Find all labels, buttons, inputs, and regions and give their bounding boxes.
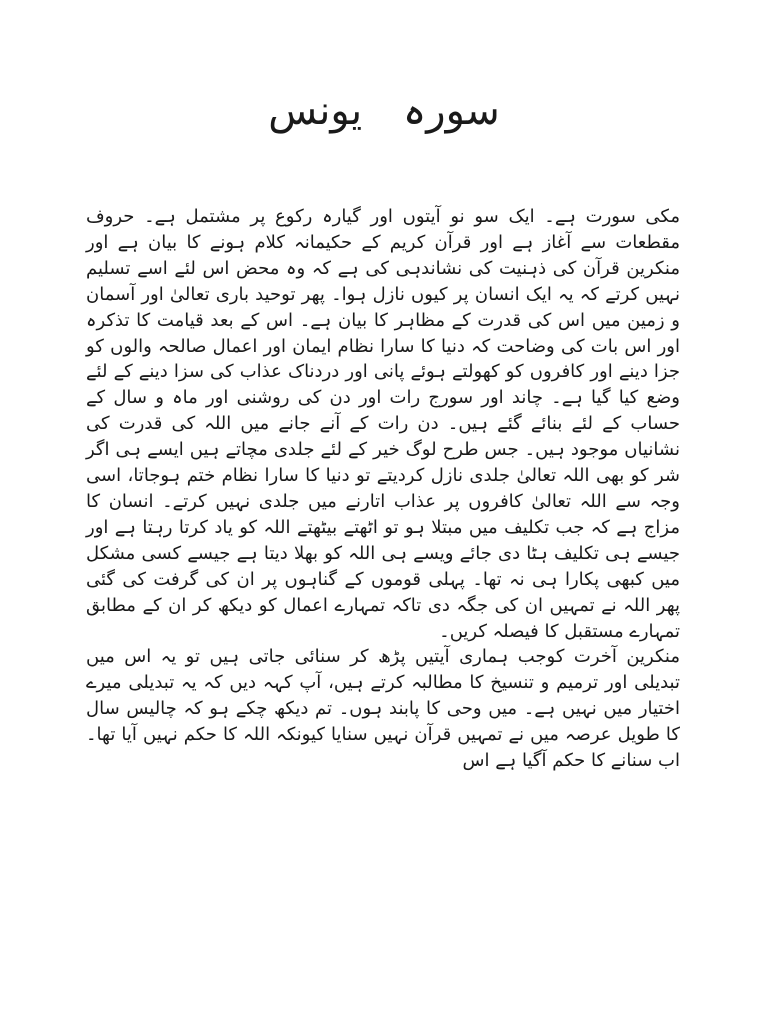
body-text: [86, 204, 680, 774]
paragraph-1: مکی سورت ہے۔ ایک سو نو آیتوں اور گیارہ رکوع پر مشتمل ہے۔ حروف مقطعات سے آغاز ہے اور قرآن کریم کے حکیمانہ کلام ہونے کا بیان ہے اور منکرین قرآن کی ذہنیت کی نشاندہی کی ہے کہ وہ محض اس لئے اسے تسلیم نہیں کرتے کہ یہ ایک انسان پر کیوں نازل ہوا۔ پھر توحید باری تعالیٰ اور آسمان و زمین میں اس کی قدرت کے مظاہر کا بیان ہے۔ اس کے بعد قیامت کا تذکرہ اور اس بات کی وضاحت کہ دنیا کا سارا نظام ایمان اور اعمال صالحہ والوں کو جزا دینے اور کافروں کو کھولتے ہوئے پانی اور دردناک عذاب کی سزا دینے کے لئے وضع کیا گیا ہے۔ چاند اور سورج رات اور دن کی روشنی اور ماہ و سال کے حساب کے لئے بنائے گئے ہیں۔ دن رات کے آنے جانے میں اللہ کی قدرت کی نشانیاں موجود ہیں۔ جس طرح لوگ خیر کے لئے جلدی مچاتے ہیں ایسے ہی اگر شر کو بھی اللہ تعالیٰ جلدی نازل کردیتے تو دنیا کا سارا نظام ختم ہوجاتا، اسی وجہ سے اللہ تعالیٰ کافروں پر عذاب اتارنے میں جلدی نہیں کرتے۔ انسان کا مزاج ہے کہ جب تکلیف میں مبتلا ہو تو اٹھتے بیٹھتے اللہ کو یاد کرتا رہتا ہے اور جیسے ہی تکلیف ہٹا دی جائے ویسے ہی اللہ کو بھلا دیتا ہے جیسے کسی مشکل میں کبھی پکارا ہی نہ تھا۔ پہلی قوموں کے گناہوں پر ان کی گرفت کی گئی پھر اللہ نے تمہیں ان کی جگہ دی تاکہ تمہارے اعمال کو دیکھ کر ان کے مطابق تمہارے مستقبل کا فیصلہ کریں۔: [86, 206, 680, 642]
page-title: سورہ یونس: [268, 88, 500, 134]
paragraph-2: منکرین آخرت کوجب ہماری آیتیں پڑھ کر سنائی جاتی ہیں تو یہ اس میں تبدیلی اور ترمیم و تنسیخ کا مطالبہ کرتے ہیں، آپ کہہ دیں کہ یہ تبدیلی میرے اختیار میں نہیں ہے۔ میں وحی کا پابند ہوں۔ تم دیکھ چکے ہو کہ چالیس سال کا طویل عرصہ میں نے تمہیں قرآن نہیں سنایا کیونکہ اللہ کا حکم نہیں آیا تھا۔ اب سنانے کا حکم آگیا ہے اس: [86, 646, 680, 772]
